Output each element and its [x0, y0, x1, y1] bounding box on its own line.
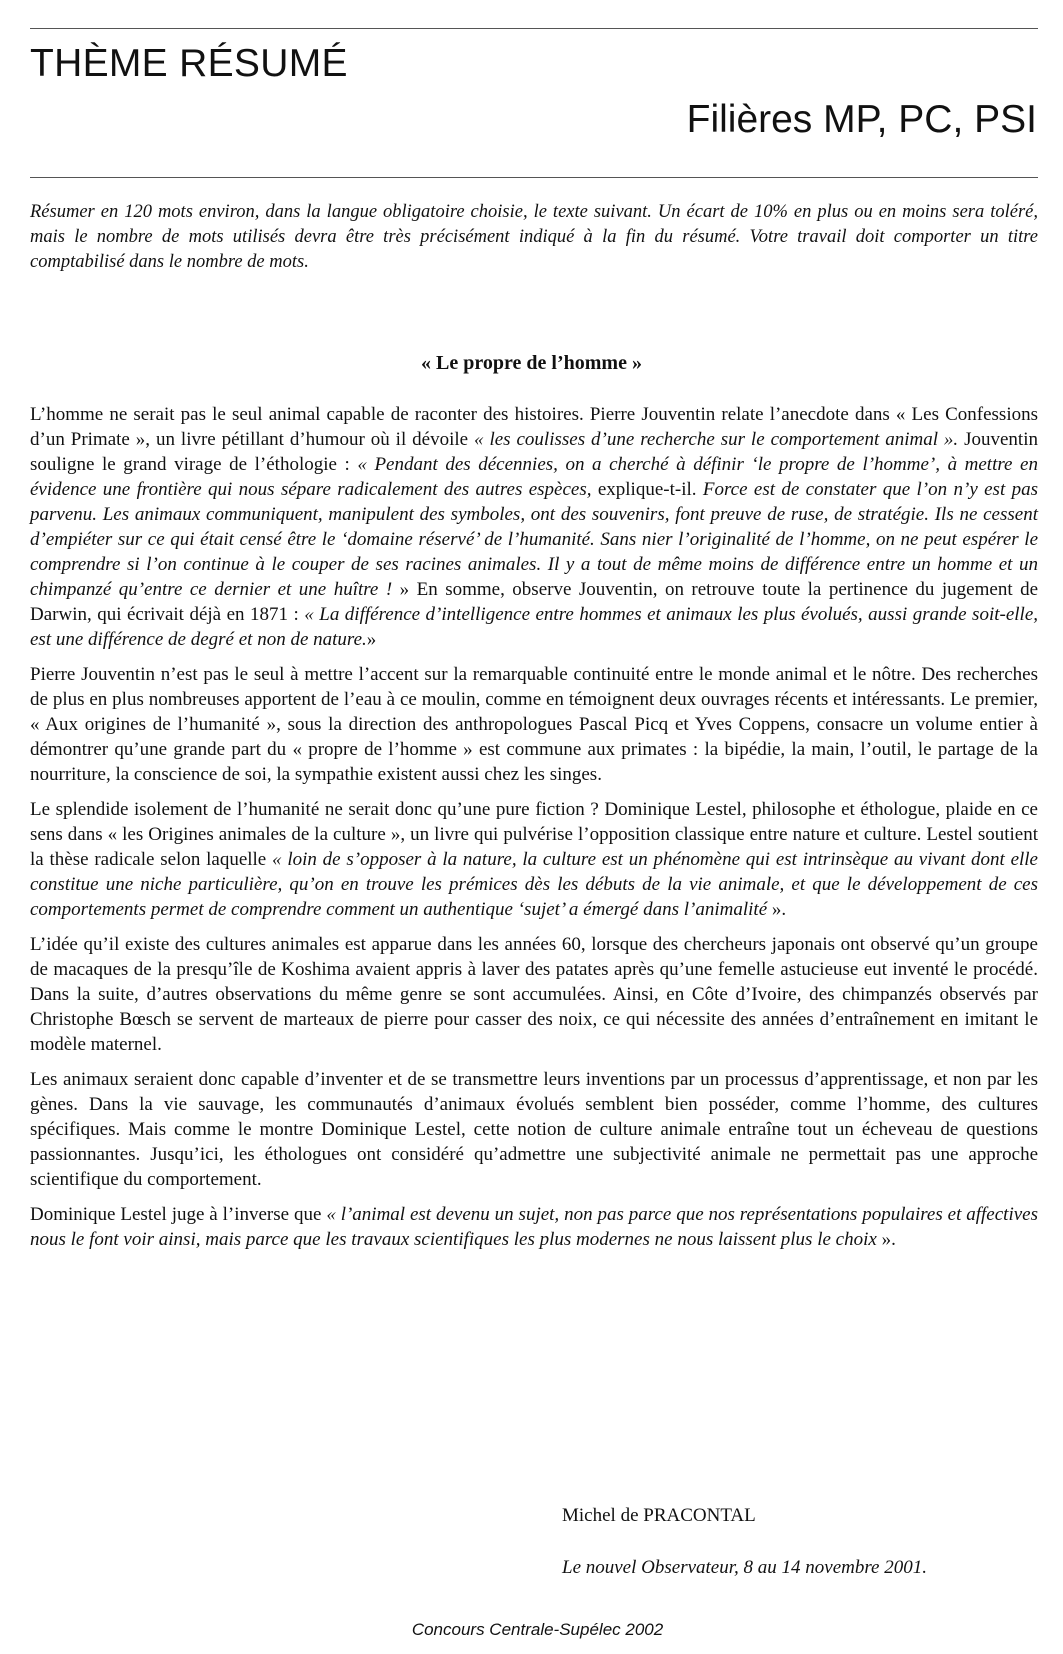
text-segment: L’homme ne serait pas le seul animal capable de raconter des histoires. Pierre Jouventin relate l’anecdote dans « Les Confessions d’un Primate », un livre pétillant d’humour où il dévoile: [30, 404, 1038, 450]
source-citation: Le nouvel Observateur, 8 au 14 novembre 2001.: [562, 1557, 927, 1578]
paragraph: [30, 932, 1038, 1057]
text-segment: Pierre Jouventin n’est pas le seul à mettre l’accent sur la remarquable continuité entre le monde animal et le nôtre. Des recherches de plus en plus nombreuses apportent de l’eau à ce moulin, comme en témoignent deux ouvrages récents et intéressants. Le premier, « Aux origines de l’humanité », sous la direction des anthropologues Pascal Picq et Yves Coppens, consacre un volume entier à démontrer qu’une grande part du « propre de l’homme » est commune aux primates : la bipédie, la main, l’outil, le partage de la nourriture, la conscience de soi, la sympathie existent aussi chez les singes.: [30, 664, 1038, 785]
text-segment: » En somme, observe Jouventin, on retrouve toute la pertinence du jugement de Darwin, qui écrivait déjà en 1871 :: [30, 579, 1039, 625]
quote-segment: « loin de s’opposer à la nature, la culture est un phénomène qui est intrinsèque au vivant dont elle constitue une niche particulière, qu’on en trouve les prémices dès les débuts de la vie animale, et que le développement de ces comportements permet de comprendre comment un authentique ‘sujet’ a émergé dans l’animalité: [30, 849, 1038, 920]
text-segment: Jouventin souligne le grand virage de l’éthologie :: [30, 429, 1038, 475]
text-segment: explique-t-il.: [591, 479, 703, 500]
paragraph: [30, 662, 1038, 787]
text-segment: Le splendide isolement de l’humanité ne serait donc qu’une pure fiction ? Dominique Lestel, philosophe et éthologue, plaide en ce sens dans « les Origines animales de la culture », un livre qui pulvérise l’opposition classique entre nature et culture. Lestel soutient la thèse radicale selon laquelle: [30, 799, 1038, 870]
page-title: THÈME RÉSUMÉ: [30, 42, 348, 85]
quote-segment: « l’animal est devenu un sujet, non pas parce que nos représentations populaires et affectives nous le font voir ainsi, mais parce que les travaux scientifiques les plus modernes ne nous laissent plus le choix: [30, 1204, 1038, 1250]
paragraph: [30, 402, 1038, 652]
text-segment: L’idée qu’il existe des cultures animales est apparue dans les années 60, lorsque des chercheurs japonais ont observé qu’un groupe de macaques de la presqu’île de Koshima avaient appris à laver des patates après qu’une femelle astucieuse eut inventé le procédé. Dans la suite, d’autres observations du même genre se sont accumulées. Ainsi, en Côte d’Ivoire, des chimpanzés observés par Christophe Bœsch se servent de marteaux de pierre pour casser des noix, ce qui nécessite des années d’entraînement en imitant le modèle maternel.: [30, 934, 1038, 1055]
author: Michel de PRACONTAL: [562, 1505, 756, 1526]
text-segment: Dominique Lestel juge à l’inverse que: [30, 1204, 327, 1225]
quote-segment: « La différence d’intelligence entre hommes et animaux les plus évolués, aussi grande soit-elle, est une différence de degré et non de nature.: [30, 604, 1038, 650]
text-title: « Le propre de l’homme »: [421, 352, 642, 374]
header-bottom-rule: [30, 177, 1038, 178]
text-segment: »: [366, 629, 377, 650]
page-subtitle: Filières MP, PC, PSI: [686, 98, 1037, 141]
paragraph: [30, 1202, 1038, 1252]
text-segment: Les animaux seraient donc capable d’inventer et de se transmettre leurs inventions par un processus d’apprentissage, et non par les gènes. Dans la vie sauvage, les communautés d’animaux évolués semblent bien posséder, comme l’homme, des cultures spécifiques. Mais comme le montre Dominique Lestel, cette notion de culture animale entraîne tout un écheveau de questions passionnantes. Jusqu’ici, les éthologues ont considéré qu’admettre une subjectivité animale ne permettait pas une approche scientifique du comportement.: [30, 1069, 1038, 1190]
top-rule: [30, 28, 1038, 29]
quote-segment: Force est de constater que l’on n’y est pas parvenu. Les animaux communiquent, manipulent des symboles, ont des souvenirs, font preuve de ruse, de stratégie. Ils ne cessent d’empiéter sur ce qui était censé être le ‘domaine réservé’ de l’humanité. Sans nier l’originalité de l’homme, on ne peut espérer le comprendre si l’on continue à le couper de ses racines animales. Il y a tout de même moins de différence entre un homme et un chimpanzé qu’entre ce dernier et une huître !: [30, 479, 1038, 600]
paragraph: [30, 1067, 1038, 1192]
text-segment: ».: [767, 899, 787, 920]
text-segment: ».: [876, 1229, 896, 1250]
footer: Concours Centrale-Supélec 2002: [411, 1620, 664, 1639]
paragraph: [30, 797, 1038, 922]
article-body: [30, 402, 1038, 1262]
quote-segment: « Pendant des décennies, on a cherché à définir ‘le propre de l’homme’, à mettre en évidence une frontière qui nous sépare radicalement des autres espèces,: [30, 454, 1038, 500]
quote-segment: « les coulisses d’une recherche sur le comportement animal ».: [474, 429, 959, 450]
instructions: Résumer en 120 mots environ, dans la langue obligatoire choisie, le texte suivant. Un écart de 10% en plus ou en moins sera toléré, mais le nombre de mots utilisés devra être très précisément indiqué à la fin du résumé. Votre travail doit comporter un titre comptabilisé dans le nombre de mots.: [30, 202, 1038, 272]
